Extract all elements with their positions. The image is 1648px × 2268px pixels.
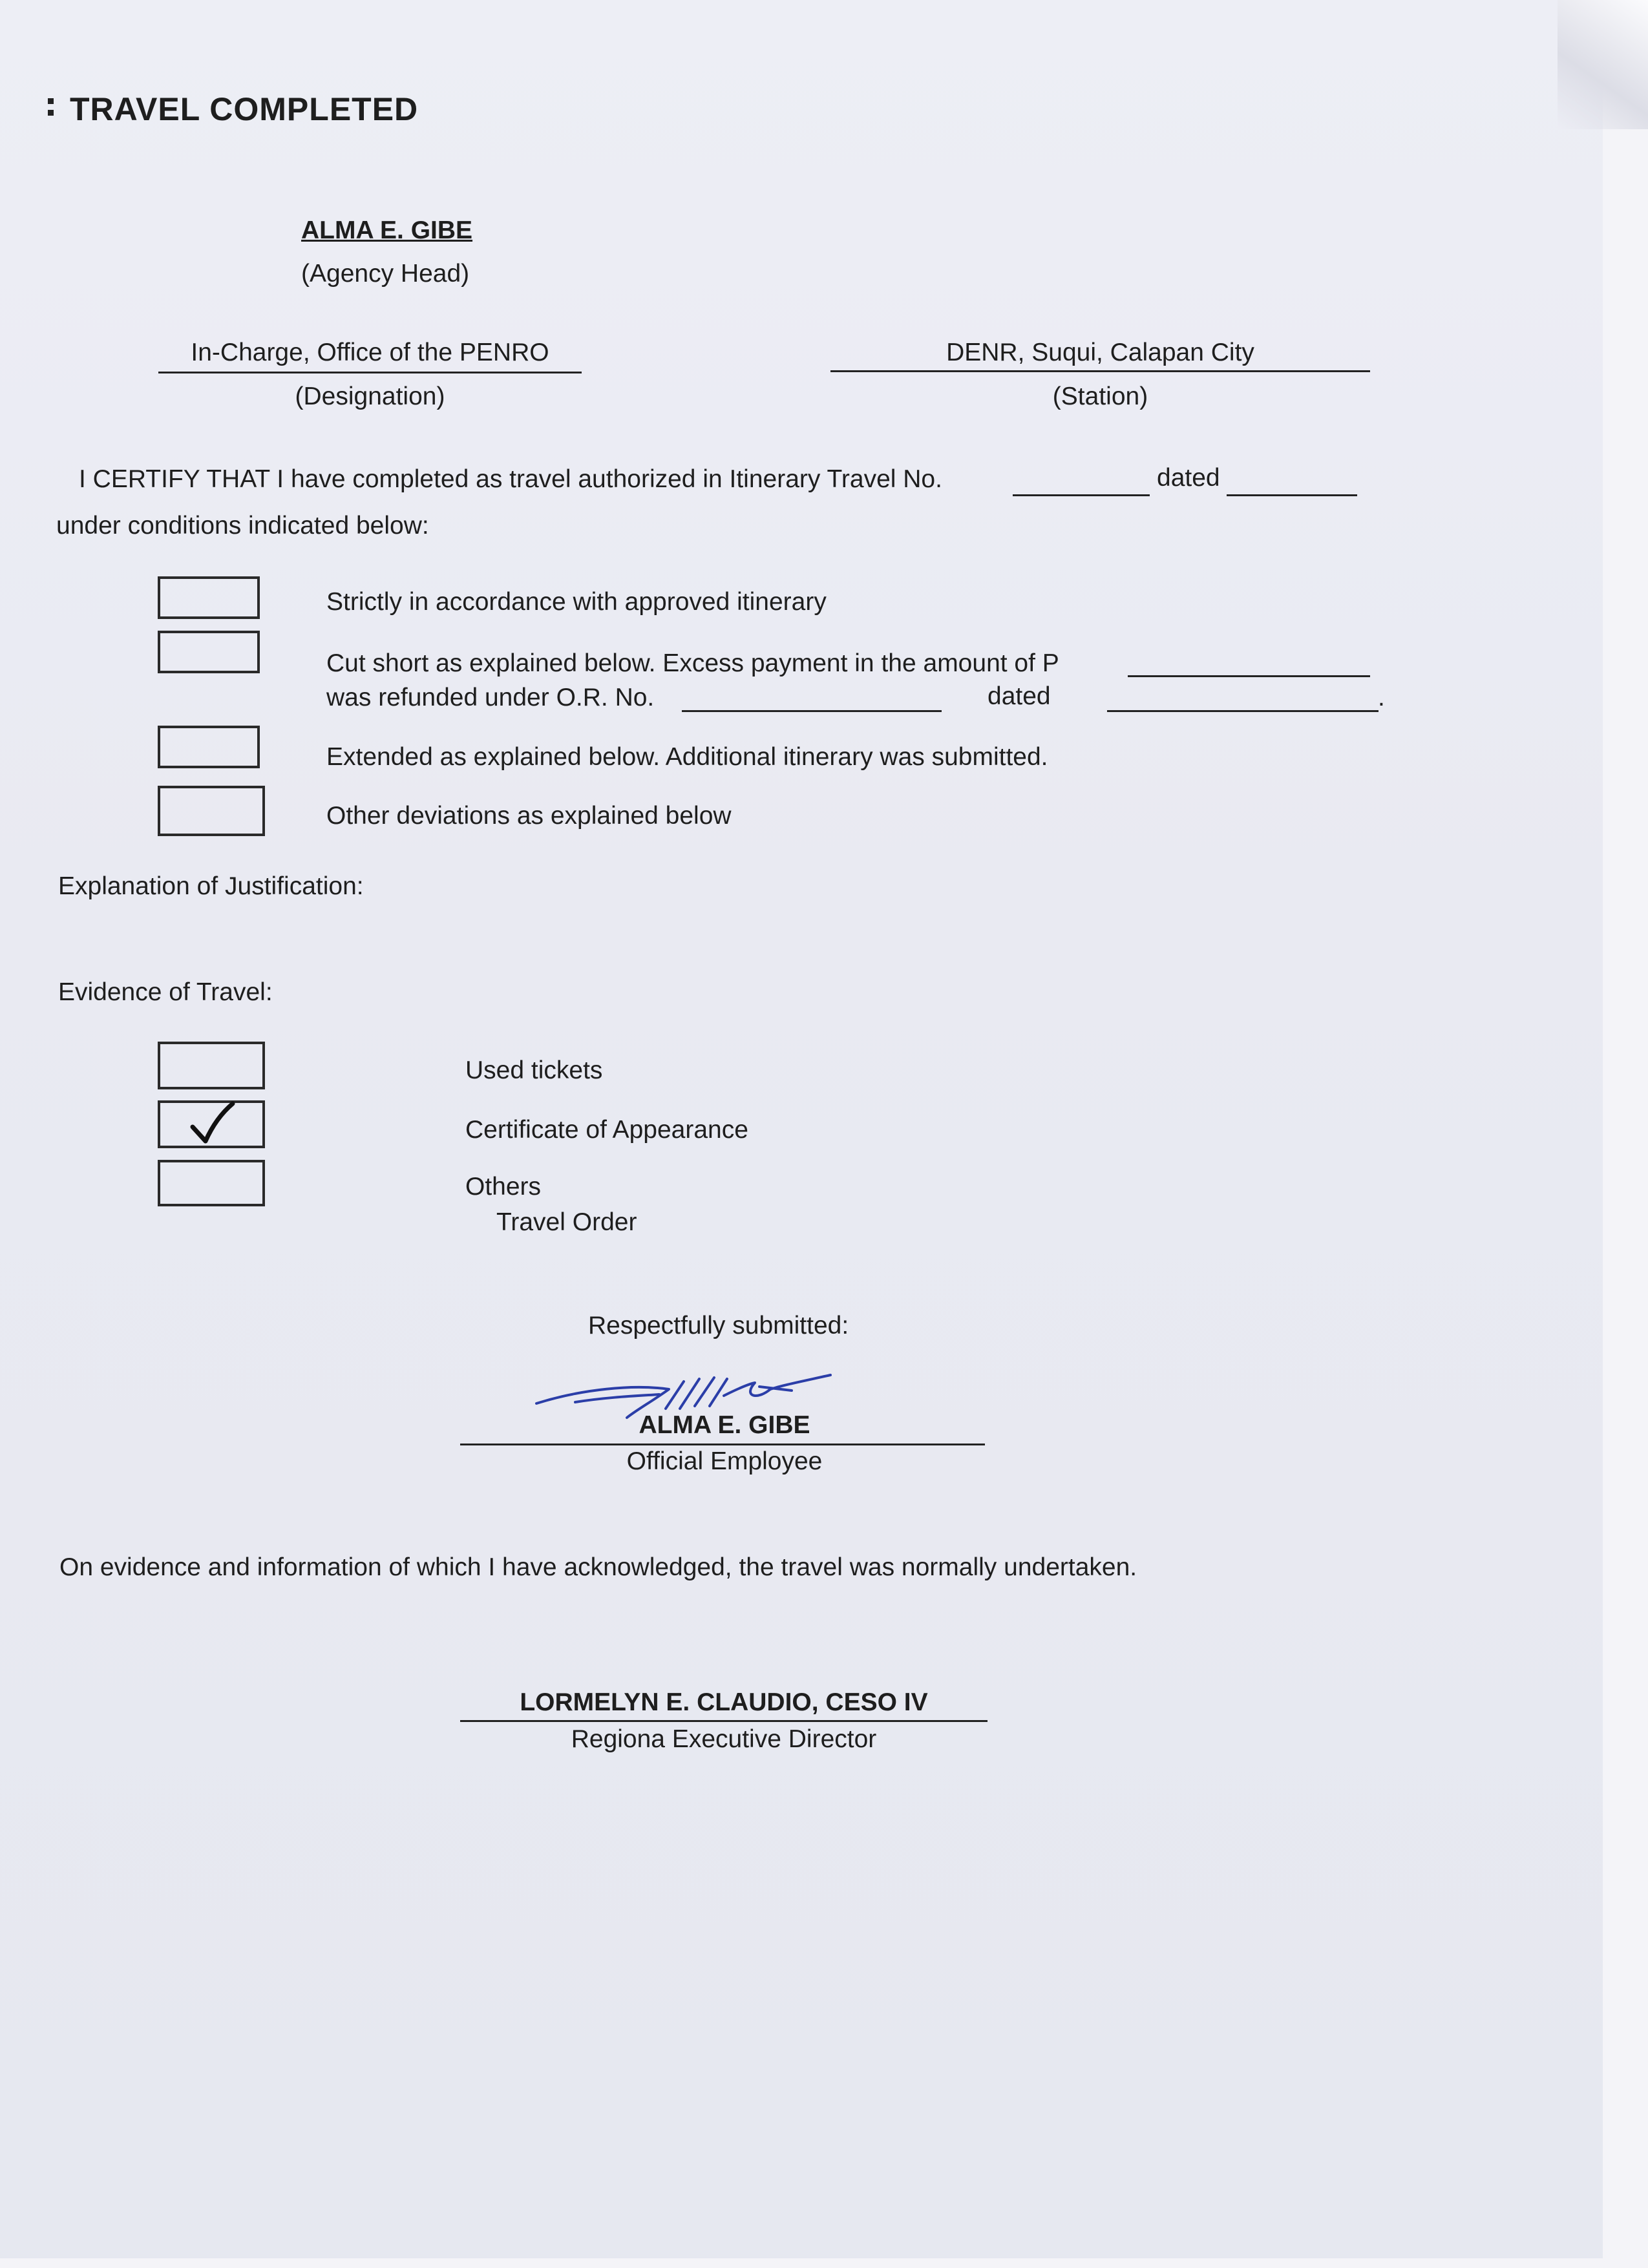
or-number-line: [682, 710, 942, 712]
bullet-marker: [48, 110, 54, 116]
checkbox-others[interactable]: [158, 1160, 265, 1206]
condition-cut-short-label: Cut short as explained below. Excess payment in the amount of P: [326, 649, 1059, 677]
condition-extended-label: Extended as explained below. Additional itinerary was submitted.: [326, 743, 1048, 771]
excess-amount-line: [1128, 675, 1370, 677]
condition-other-deviations-label: Other deviations as explained below: [326, 802, 732, 830]
certify-continuation: under conditions indicated below:: [56, 512, 429, 540]
employee-signature-line: [460, 1444, 985, 1445]
evidence-label: Evidence of Travel:: [58, 978, 273, 1006]
checkbox-strictly[interactable]: [158, 576, 260, 619]
document-title: TRAVEL COMPLETED: [70, 91, 419, 127]
evidence-others-detail: Travel Order: [496, 1208, 637, 1236]
itinerary-no-line: [1013, 494, 1150, 496]
agency-head-label: (Agency Head): [301, 260, 470, 288]
designation-label: (Designation): [295, 383, 445, 410]
station-label: (Station): [1052, 383, 1148, 410]
acknowledgement-text: On evidence and information of which I have acknowledged, the travel was normally undertaken.: [59, 1553, 1137, 1581]
folded-corner: [1558, 0, 1648, 129]
refund-date-line: [1107, 710, 1379, 712]
designation-line: [158, 372, 582, 373]
checkbox-used-tickets[interactable]: [158, 1042, 265, 1089]
evidence-others-label: Others: [465, 1173, 542, 1201]
refund-or-label: was refunded under O.R. No.: [326, 684, 655, 711]
check-mark-icon: [187, 1098, 239, 1150]
page-edge-bottom: [0, 2258, 1648, 2268]
director-title: Regiona Executive Director: [571, 1725, 877, 1753]
director-signature-line: [460, 1720, 988, 1722]
agency-head-name: ALMA E. GIBE: [301, 216, 473, 244]
station-value: DENR, Suqui, Calapan City: [946, 339, 1254, 366]
condition-strictly-label: Strictly in accordance with approved itinerary: [326, 588, 827, 616]
bullet-marker: [48, 98, 54, 104]
refund-line-end: .: [1378, 684, 1385, 711]
employee-role: Official Employee: [626, 1447, 823, 1475]
refund-dated-label: dated: [988, 682, 1051, 710]
certify-text: I CERTIFY THAT I have completed as travel authorized in Itinerary Travel No.: [79, 465, 942, 493]
submitted-label: Respectfully submitted:: [588, 1312, 849, 1339]
checkbox-other-deviations[interactable]: [158, 786, 265, 836]
explanation-label: Explanation of Justification:: [58, 872, 364, 900]
employee-name: ALMA E. GIBE: [639, 1411, 810, 1439]
page-edge: [1603, 0, 1648, 2268]
designation-value: In-Charge, Office of the PENRO: [191, 339, 549, 366]
checkbox-cut-short[interactable]: [158, 631, 260, 673]
station-line: [830, 370, 1370, 372]
certify-date-line: [1227, 494, 1357, 496]
director-name: LORMELYN E. CLAUDIO, CESO IV: [520, 1688, 928, 1716]
checkbox-extended[interactable]: [158, 726, 260, 768]
certify-dated-label: dated: [1157, 464, 1220, 492]
evidence-certificate-label: Certificate of Appearance: [465, 1116, 748, 1144]
evidence-used-tickets-label: Used tickets: [465, 1056, 603, 1084]
